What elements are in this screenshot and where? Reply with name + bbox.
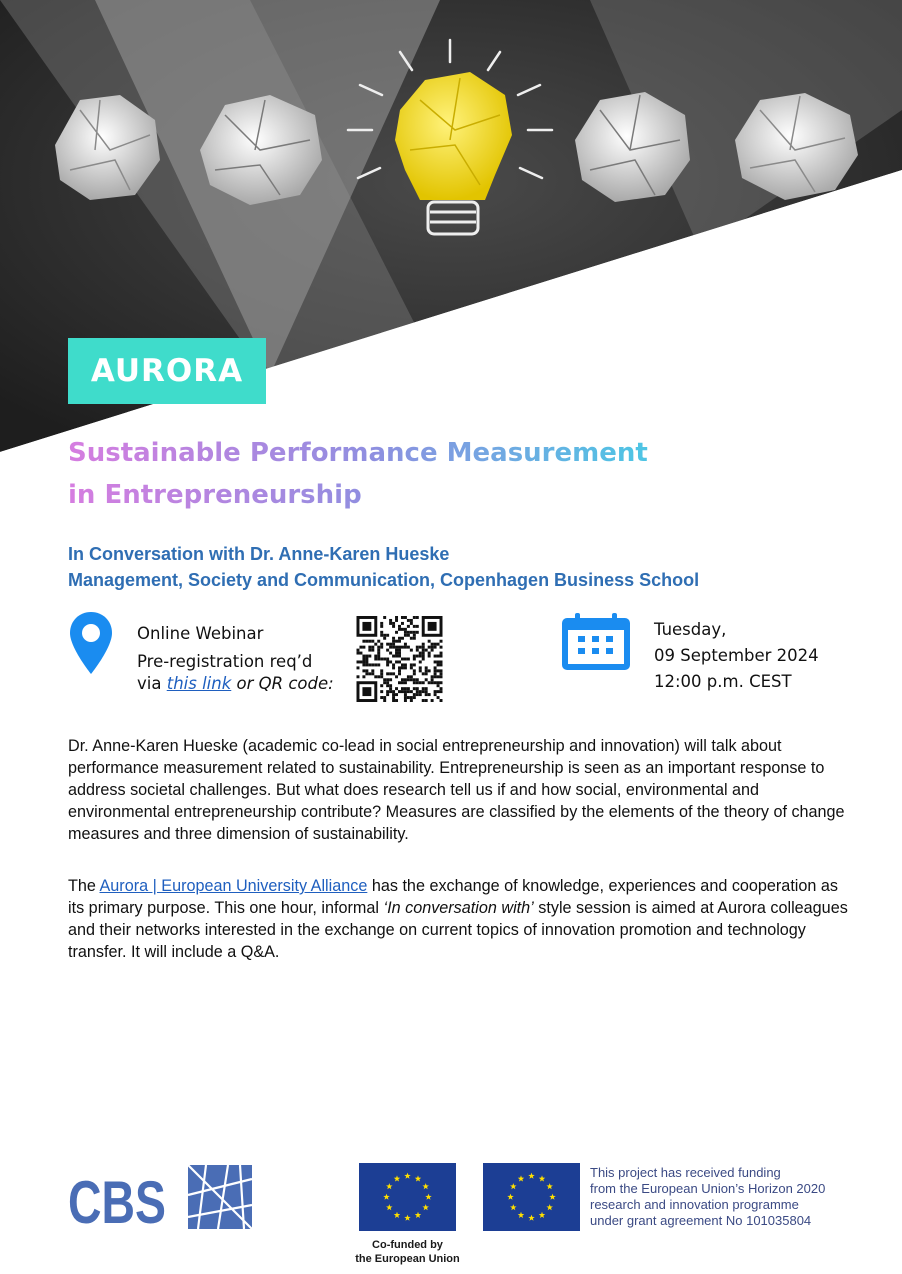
- aurora-alliance-link[interactable]: Aurora | European University Alliance: [99, 877, 368, 895]
- funding-line: under grant agreement No 101035804: [590, 1213, 812, 1228]
- webinar-label: Online Webinar: [137, 624, 264, 643]
- calendar-icon: [560, 612, 632, 672]
- via-text: via: [137, 674, 167, 693]
- aurora-logo: [68, 338, 266, 404]
- title-word: Measurement: [446, 438, 648, 468]
- eu-flag-icon: [483, 1163, 580, 1231]
- funding-line: This project has received funding: [590, 1165, 781, 1180]
- page-title: [68, 432, 828, 516]
- para2-text: has the exchange of knowledge, experiences and cooperation as its primary purpose. This one hour, informal: [68, 877, 839, 917]
- title-line-2: in Entrepreneurship: [68, 480, 362, 510]
- cbs-logo: [68, 1163, 168, 1236]
- para2-text: style session is aimed at Aurora colleagues and their networks interested in the exchange on current topics of innovation promotion and technology transfer. It will include a Q&A.: [68, 899, 848, 961]
- qr-hint: or QR code:: [231, 674, 334, 693]
- registration-label: Pre-registration req’d: [137, 652, 313, 671]
- alliance-paragraph: [68, 875, 848, 963]
- cbs-emblem-icon: [188, 1165, 252, 1229]
- title-word: Performance: [249, 438, 447, 468]
- event-time: 12:00 p.m. CEST: [654, 672, 792, 691]
- event-day: Tuesday,: [654, 620, 727, 639]
- affiliation-line: Management, Society and Communication, Copenhagen Business School: [68, 570, 700, 590]
- eu-flag-icon: [359, 1163, 456, 1231]
- subtitle: [68, 541, 868, 593]
- eu-cofunded-caption: [340, 1238, 475, 1266]
- registration-link[interactable]: this link: [166, 674, 232, 693]
- caption-line: the European Union: [355, 1253, 460, 1265]
- speaker-line: In Conversation with Dr. Anne-Karen Hueske: [68, 544, 450, 564]
- caption-line: Co-funded by: [372, 1239, 443, 1251]
- para2-text: The: [68, 877, 100, 895]
- qr-code[interactable]: [356, 616, 443, 702]
- title-word: Sustainable: [68, 438, 250, 468]
- event-date: 09 September 2024: [654, 646, 819, 665]
- funding-notice: [590, 1165, 890, 1229]
- event-datetime: [654, 617, 819, 695]
- description-paragraph: Dr. Anne-Karen Hueske (academic co-lead in social entrepreneurship and innovation) will talk about performance measurement related to sustainability. Entrepreneurship is seen as an important response to address societal challenges. But what does research tell us if and how social, environmental and environmental entrepreneurship contribute? Measures are classified by the elements of the theory of change measures and three dimension of sustainability.: [68, 737, 845, 843]
- cbs-logo-text: CBS: [68, 1169, 166, 1236]
- map-pin-icon: [68, 610, 114, 676]
- aurora-logo-text: AURORA: [90, 353, 244, 389]
- para2-emphasis: ‘In conversation with’: [383, 899, 534, 917]
- funding-line: from the European Union’s Horizon 2020: [590, 1181, 826, 1196]
- funding-line: research and innovation programme: [590, 1197, 799, 1212]
- event-format: [137, 617, 334, 695]
